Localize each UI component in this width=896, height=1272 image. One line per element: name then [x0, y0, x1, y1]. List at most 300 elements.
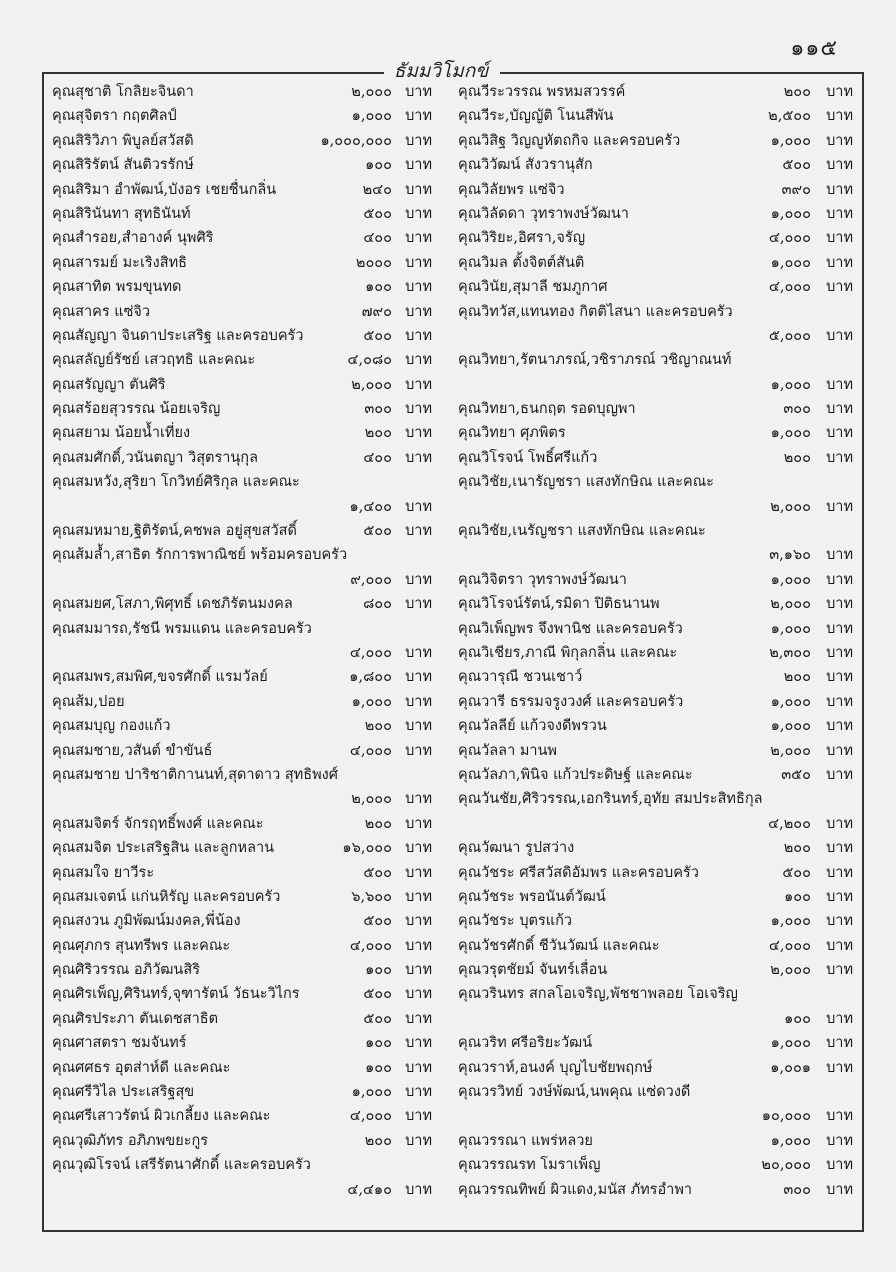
donor-name: คุณวัชระ ศรีสวัสดิอัมพร และครอบครัว — [458, 864, 699, 881]
currency-unit: บาท — [826, 571, 853, 588]
donation-amount: ๕๐๐ — [363, 523, 392, 540]
donation-amount: ๒,๐๐๐ — [770, 742, 811, 759]
currency-unit: บาท — [826, 449, 853, 466]
donation-amount: ๕๐๐ — [363, 986, 392, 1003]
currency-unit: บาท — [405, 644, 432, 661]
donor-row — [52, 421, 432, 445]
donor-name: คุณวิโรจน์รัตน์,รมิดา ปิติธนานพ — [458, 596, 660, 613]
currency-unit: บาท — [405, 449, 432, 466]
currency-unit: บาท — [826, 498, 853, 515]
currency-unit: บาท — [405, 962, 432, 979]
donor-row — [52, 836, 432, 860]
currency-unit: บาท — [826, 254, 853, 271]
donor-row — [458, 300, 853, 324]
donor-name: คุณวรรณทิพย์ ผิวแดง,มนัส ภัทรอำพา — [458, 1181, 693, 1198]
donor-row — [52, 153, 432, 177]
donor-name: คุณวิทยา ศุภพิตร — [458, 425, 566, 442]
donor-row — [52, 1153, 432, 1177]
donor-name: คุณวิโรจน์ โพธิ์ศรีแก้ว — [458, 449, 598, 466]
donor-row — [52, 178, 432, 202]
currency-unit: บาท — [405, 1132, 432, 1149]
donor-row — [52, 348, 432, 372]
donor-name: คุณวิวัฒน์ สังวรานุสัก — [458, 157, 593, 174]
donation-amount: ๕๐๐ — [363, 864, 392, 881]
currency-unit: บาท — [405, 230, 432, 247]
donor-row — [52, 592, 432, 616]
donation-amount: ๓๐๐ — [783, 401, 811, 418]
donation-amount: ๑,๐๐๐ — [770, 1035, 811, 1052]
donor-name: คุณศาสตรา ชมจันทร์ — [52, 1035, 187, 1052]
currency-unit: บาท — [405, 108, 432, 125]
donor-row — [52, 1178, 432, 1202]
donor-row — [52, 1080, 432, 1104]
donor-row — [52, 617, 432, 641]
frame-top-rule-left — [42, 72, 384, 74]
donor-row — [458, 1153, 853, 1177]
donation-amount: ๑,๐๐๐,๐๐๐ — [320, 132, 392, 149]
donor-name: คุณวุฒิโรจน์ เสรีรัตนาศักดิ์ และครอบครัว — [52, 1157, 311, 1174]
currency-unit: บาท — [826, 376, 853, 393]
donor-row — [52, 1129, 432, 1153]
donor-row — [52, 519, 432, 543]
currency-unit: บาท — [826, 132, 853, 149]
donor-name: คุณสมจิตร์ จักรฤทธิ์พงศ์ และคณะ — [52, 815, 264, 832]
donor-row — [52, 714, 432, 738]
donation-amount: ๒,๐๐๐ — [770, 596, 811, 613]
currency-unit: บาท — [405, 401, 432, 418]
currency-unit: บาท — [826, 742, 853, 759]
donor-row — [458, 275, 853, 299]
currency-unit: บาท — [826, 1035, 853, 1052]
donation-amount: ๑,๐๐๐ — [351, 693, 392, 710]
currency-unit: บาท — [405, 913, 432, 930]
donor-row — [458, 763, 853, 787]
donor-row — [458, 543, 853, 567]
donation-amount: ๓๙๐ — [781, 181, 811, 198]
donor-name: คุณวัลภา,พินิจ แก้วประดิษฐ์ และคณะ — [458, 766, 693, 783]
donation-amount: ๑๐๐ — [365, 279, 392, 296]
currency-unit: บาท — [826, 766, 853, 783]
currency-unit: บาท — [405, 1181, 432, 1198]
donation-amount: ๔,๐๐๐ — [768, 937, 811, 954]
donor-row — [52, 641, 432, 665]
currency-unit: บาท — [405, 1108, 432, 1125]
donor-row — [458, 1007, 853, 1031]
donor-name: คุณสมเจตน์ แก่นหิรัญ และครอบครัว — [52, 888, 281, 905]
donor-row — [52, 982, 432, 1006]
currency-unit: บาท — [405, 742, 432, 759]
currency-unit: บาท — [826, 840, 853, 857]
currency-unit: บาท — [826, 1010, 853, 1027]
currency-unit: บาท — [826, 157, 853, 174]
donor-row — [52, 446, 432, 470]
currency-unit: บาท — [826, 1132, 853, 1149]
donor-name: คุณสิรินันทา สุทธินันท์ — [52, 205, 191, 222]
donor-name: คุณวัชรศักดิ์ ชีวันวัฒน์ และคณะ — [458, 937, 660, 954]
donor-list-left — [52, 80, 432, 1202]
currency-unit: บาท — [826, 1108, 853, 1125]
donor-name: คุณวิสิฐ วิญญูหัตถกิจ และครอบครัว — [458, 132, 681, 149]
donor-name: คุณสุชาติ โกลิยะจินดา — [52, 84, 194, 100]
currency-unit: บาท — [826, 1059, 853, 1076]
donor-row — [458, 519, 853, 543]
donor-row — [458, 104, 853, 128]
currency-unit: บาท — [405, 132, 432, 149]
donor-name: คุณสมชาย,วสันต์ ขำขันธ์ — [52, 742, 213, 759]
donor-row — [458, 80, 853, 104]
donor-row — [52, 129, 432, 153]
currency-unit: บาท — [405, 376, 432, 393]
donor-row — [458, 592, 853, 616]
donor-row — [458, 714, 853, 738]
donation-amount: ๘๐๐ — [363, 596, 392, 613]
donation-amount: ๔,๐๐๐ — [349, 1108, 392, 1125]
donation-amount: ๓๐๐ — [783, 1181, 811, 1198]
donor-name: คุณวัชระ บุตรแก้ว — [458, 913, 572, 930]
donation-amount: ๔,๐๐๐ — [349, 937, 392, 954]
donor-row — [52, 202, 432, 226]
donor-name: คุณสมบุญ กองแก้ว — [52, 718, 171, 735]
currency-unit: บาท — [826, 620, 853, 637]
donation-amount: ๑๐๐ — [784, 1010, 811, 1027]
donor-row — [458, 885, 853, 909]
donor-row — [458, 421, 853, 445]
donor-name: คุณวุฒิภัทร อภิภพขยะกูร — [52, 1132, 209, 1149]
donation-amount: ๑,๐๐๐ — [770, 913, 811, 930]
donation-amount: ๑๐๐ — [365, 962, 392, 979]
donation-amount: ๒,๕๐๐ — [768, 108, 811, 125]
donor-name: คุณศิรประภา ตันเดชสาธิต — [52, 1010, 219, 1027]
donor-row — [52, 324, 432, 348]
currency-unit: บาท — [405, 523, 432, 540]
donor-row — [458, 1129, 853, 1153]
donor-row — [52, 470, 432, 494]
donation-amount: ๔,๐๐๐ — [768, 230, 811, 247]
currency-unit: บาท — [826, 279, 853, 296]
currency-unit: บาท — [826, 913, 853, 930]
donor-row — [458, 1178, 853, 1202]
currency-unit: บาท — [826, 108, 853, 125]
currency-unit: บาท — [826, 230, 853, 247]
donation-amount: ๑๐๐ — [365, 1059, 392, 1076]
donor-name: คุณสัญญา จินดาประเสริฐ และครอบครัว — [52, 327, 304, 344]
frame-top-rule-right — [500, 72, 862, 74]
donor-row — [52, 543, 432, 567]
donor-name: คุณศุภกร สุนทรีพร และคณะ — [52, 937, 231, 954]
donation-amount: ๒๐๐ — [364, 815, 392, 832]
donation-amount: ๔,๒๐๐ — [768, 815, 811, 832]
currency-unit: บาท — [405, 303, 432, 320]
donation-amount: ๒๐๐ — [783, 449, 811, 466]
donor-name: คุณวารี ธรรมจรูงวงศ์ และครอบครัว — [458, 693, 684, 710]
donation-amount: ๕๐๐ — [782, 864, 811, 881]
donor-name: คุณวิลัยพร แซ่จิว — [458, 181, 565, 198]
currency-unit: บาท — [826, 669, 853, 686]
page-number: ๑๑๕ — [790, 36, 838, 61]
donor-name: คุณวิจิตรา วุทราพงษ์วัฒนา — [458, 571, 627, 588]
donor-name: คุณสมหมาย,ฐิติรัตน์,คชพล อยู่สุขสวัสดิ์ — [52, 523, 297, 540]
donor-row — [52, 397, 432, 421]
donation-amount: ๑,๘๐๐ — [349, 669, 392, 686]
donor-name: คุณวิชัย,เนรัญชรา แสงทักษิณ และคณะ — [458, 523, 706, 540]
donor-name: คุณส้มล้ำ,สาธิต รักการพาณิชย์ พร้อมครอบครัว — [52, 547, 348, 564]
donor-row — [52, 787, 432, 811]
currency-unit: บาท — [405, 840, 432, 857]
donor-name: คุณส้ม,ปอย — [52, 693, 125, 710]
donor-name: คุณวรรณรท โมราเพ็ญ — [458, 1157, 601, 1174]
donation-amount: ๓,๑๖๐ — [769, 547, 811, 564]
donation-amount: ๑๐๐ — [365, 157, 392, 174]
donor-row — [458, 982, 853, 1006]
donation-amount: ๑๐๐ — [365, 1035, 392, 1052]
donation-amount: ๒๐๐ — [783, 669, 811, 686]
currency-unit: บาท — [405, 1059, 432, 1076]
currency-unit: บาท — [405, 1084, 432, 1101]
donation-amount: ๑,๐๐๐ — [770, 1132, 811, 1149]
donor-row — [52, 373, 432, 397]
donor-row — [458, 129, 853, 153]
donation-amount: ๑,๐๐๐ — [770, 425, 811, 442]
donor-name: คุณวัชระ พรอนันต์วัฒน์ — [458, 888, 606, 905]
donation-amount: ๓๕๐ — [781, 766, 811, 783]
donation-amount: ๒๐,๐๐๐ — [761, 1157, 811, 1174]
currency-unit: บาท — [405, 986, 432, 1003]
currency-unit: บาท — [405, 1010, 432, 1027]
donation-amount: ๙,๐๐๐ — [350, 571, 392, 588]
donor-name: คุณศศธร อุตส่าห์ดี และคณะ — [52, 1059, 231, 1076]
donor-name: คุณวันชัย,ศิริวรรณ,เอกรินทร์,อุทัย สมประสิทธิกุล — [458, 791, 763, 808]
donor-row — [458, 617, 853, 641]
donation-amount: ๑,๐๐๐ — [770, 718, 811, 735]
donor-name: คุณวรุตชัยม์ จันทร์เลื่อน — [458, 962, 608, 979]
donor-name: คุณวัลลีย์ แก้วจงดีพรวน — [458, 718, 607, 735]
donor-list-right — [458, 80, 853, 1202]
currency-unit: บาท — [405, 1035, 432, 1052]
donor-row — [458, 470, 853, 494]
donor-name: คุณวิเพ็ญพร จึงพานิช และครอบครัว — [458, 620, 683, 637]
currency-unit: บาท — [826, 596, 853, 613]
currency-unit: บาท — [826, 962, 853, 979]
donor-name: คุณวรินทร สกลโอเจริญ,พัชชาพลอย โอเจริญ — [458, 986, 738, 1003]
donor-row — [458, 202, 853, 226]
donor-name: คุณวิทยา,ธนกฤต รอดบุญพา — [458, 401, 636, 418]
donor-name: คุณวัลลา มานพ — [458, 742, 557, 759]
currency-unit: บาท — [405, 181, 432, 198]
donor-row — [458, 958, 853, 982]
donor-name: คุณวิริยะ,อิศรา,จรัญ — [458, 230, 586, 247]
currency-unit: บาท — [405, 693, 432, 710]
currency-unit: บาท — [405, 596, 432, 613]
donation-amount: ๕๐๐ — [363, 913, 392, 930]
currency-unit: บาท — [405, 571, 432, 588]
currency-unit: บาท — [405, 498, 432, 515]
donation-amount: ๓๐๐ — [364, 401, 392, 418]
currency-unit: บาท — [405, 815, 432, 832]
donor-name: คุณสิริรัตน์ สันติวรรักษ์ — [52, 157, 194, 174]
donation-amount: ๑,๐๐๐ — [770, 620, 811, 637]
donor-name: คุณสมศักดิ์,วนันตญา วิสุตรานุกุล — [52, 449, 258, 466]
donor-row — [458, 641, 853, 665]
currency-unit: บาท — [405, 327, 432, 344]
donor-row — [52, 763, 432, 787]
currency-unit: บาท — [826, 84, 853, 100]
donor-name: คุณวิลัดดา วุทราพงษ์วัฒนา — [458, 205, 629, 222]
donor-row — [52, 665, 432, 689]
donor-name: คุณศรีเสาวรัตน์ ผิวเกลี้ยง และคณะ — [52, 1108, 271, 1125]
donor-name: คุณสงวน ภูมิพัฒน์มงคล,พี่น้อง — [52, 913, 241, 930]
donor-name: คุณวิทวัส,แทนทอง กิตติไสนา และครอบครัว — [458, 303, 733, 320]
donor-name: คุณวารุณี ชวนเชาว์ — [458, 669, 583, 686]
donor-row — [458, 1031, 853, 1055]
currency-unit: บาท — [405, 254, 432, 271]
donor-name: คุณวิมล ตั้งจิตต์สันติ — [458, 254, 585, 271]
currency-unit: บาท — [405, 791, 432, 808]
donor-name: คุณวริท ศรีอริยะวัฒน์ — [458, 1035, 593, 1052]
donor-row — [52, 1031, 432, 1055]
donor-row — [52, 495, 432, 519]
donor-row — [458, 226, 853, 250]
donor-row — [52, 861, 432, 885]
donor-name: คุณวัฒนา รูปสว่าง — [458, 840, 575, 857]
donation-amount: ๑,๐๐๐ — [770, 132, 811, 149]
donor-name: คุณศรีวิไล ประเสริฐสุข — [52, 1084, 195, 1101]
donation-amount: ๒๐๐ — [364, 718, 392, 735]
donor-name: คุณวรรณา แพร่หลวย — [458, 1132, 593, 1149]
currency-unit: บาท — [826, 425, 853, 442]
currency-unit: บาท — [405, 425, 432, 442]
donor-name: คุณสมใจ ยาวีระ — [52, 864, 155, 881]
currency-unit: บาท — [405, 84, 432, 100]
donor-row — [458, 324, 853, 348]
donor-name: คุณวินัย,สุมาลี ชมภูกาศ — [458, 279, 608, 296]
donor-name: คุณวราห์,อนงค์ บุญไบชัยพฤกษ์ — [458, 1059, 653, 1076]
donor-name: คุณสมหวัง,สุริยา โกวิทย์ศิริกุล และคณะ — [52, 474, 300, 491]
donor-row — [52, 251, 432, 275]
donation-amount: ๔๐๐ — [363, 449, 392, 466]
donor-row — [458, 348, 853, 372]
currency-unit: บาท — [405, 937, 432, 954]
donor-name: คุณสุจิตรา กฤตศิลป์ — [52, 108, 177, 125]
donor-row — [458, 495, 853, 519]
currency-unit: บาท — [405, 157, 432, 174]
donor-row — [458, 665, 853, 689]
donor-row — [458, 909, 853, 933]
donation-amount: ๔,๐๐๐ — [349, 644, 392, 661]
donor-row — [458, 153, 853, 177]
donor-name: คุณสมยศ,โสภา,พิศุทธิ์ เดชภิรัตนมงคล — [52, 596, 293, 613]
donor-row — [458, 397, 853, 421]
donation-amount: ๒,๐๐๐ — [770, 498, 811, 515]
donor-name: คุณสมชาย ปาริชาติกานนท์,สุดาดาว สุทธิพงศ์ — [52, 766, 338, 783]
donor-row — [458, 690, 853, 714]
donor-row — [52, 739, 432, 763]
currency-unit: บาท — [826, 401, 853, 418]
donor-row — [458, 446, 853, 470]
donor-row — [52, 1104, 432, 1128]
donor-row — [458, 787, 853, 811]
donor-row — [458, 861, 853, 885]
donor-row — [458, 251, 853, 275]
donation-amount: ๑,๐๐๐ — [770, 376, 811, 393]
donor-row — [52, 934, 432, 958]
donation-amount: ๔๐๐ — [363, 230, 392, 247]
donor-row — [52, 275, 432, 299]
donation-amount: ๕๐๐ — [363, 1010, 392, 1027]
donation-amount: ๖,๖๐๐ — [351, 888, 392, 905]
donor-row — [52, 958, 432, 982]
donor-name: คุณสรัญญา ตันศิริ — [52, 376, 166, 393]
donation-amount: ๕๐๐ — [782, 157, 811, 174]
donation-amount: ๑,๐๐๑ — [770, 1059, 811, 1076]
donor-name: คุณสิริวิภา พิบูลย์สวัสดิ — [52, 132, 194, 149]
donation-amount: ๕๐๐ — [363, 205, 392, 222]
donation-amount: ๔,๐๐๐ — [349, 742, 392, 759]
currency-unit: บาท — [405, 205, 432, 222]
currency-unit: บาท — [826, 718, 853, 735]
currency-unit: บาท — [405, 669, 432, 686]
donor-row — [458, 1056, 853, 1080]
donation-amount: ๒๐๐ — [783, 84, 811, 100]
donor-row — [458, 739, 853, 763]
donation-amount: ๑๖,๐๐๐ — [342, 840, 392, 857]
donor-row — [52, 690, 432, 714]
donor-row — [52, 300, 432, 324]
donor-name: คุณสารมย์ มะเริงสิทธิ — [52, 254, 188, 271]
currency-unit: บาท — [405, 279, 432, 296]
donation-amount: ๒,๐๐๐ — [351, 376, 392, 393]
currency-unit: บาท — [826, 205, 853, 222]
donation-amount: ๑,๐๐๐ — [770, 254, 811, 271]
donor-row — [52, 568, 432, 592]
donor-name: คุณวิชัย,เนารัญชรา แสงทักษิณ และคณะ — [458, 474, 714, 491]
currency-unit: บาท — [826, 327, 853, 344]
donation-amount: ๔,๐๐๐ — [768, 279, 811, 296]
donation-amount: ๑,๐๐๐ — [351, 108, 392, 125]
currency-unit: บาท — [826, 864, 853, 881]
donor-row — [458, 836, 853, 860]
donor-row — [458, 812, 853, 836]
donor-name: คุณสยาม น้อยน้ำเที่ยง — [52, 425, 191, 442]
donor-name: คุณสาคร แซ่จิว — [52, 303, 151, 320]
donor-row — [52, 812, 432, 836]
donor-row — [458, 178, 853, 202]
donation-amount: ๑,๐๐๐ — [351, 1084, 392, 1101]
currency-unit: บาท — [826, 181, 853, 198]
donor-name: คุณวิทยา,รัตนาภรณ์,วชิราภรณ์ วชิญาณนท์ — [458, 352, 732, 369]
currency-unit: บาท — [826, 1181, 853, 1198]
currency-unit: บาท — [405, 352, 432, 369]
donor-name: คุณสำรอย,สำอางค์ นุพศิริ — [52, 230, 214, 247]
donor-name: คุณวีระวรรณ พรหมสวรรค์ — [458, 84, 626, 100]
donation-amount: ๑๐๐ — [784, 888, 811, 905]
donation-amount: ๒,๐๐๐ — [351, 84, 392, 100]
currency-unit: บาท — [826, 1157, 853, 1174]
donation-amount: ๒๐๐๐ — [355, 254, 392, 271]
donor-name: คุณศิริวรรณ อภิวัฒนสิริ — [52, 962, 200, 979]
donor-row — [52, 1056, 432, 1080]
currency-unit: บาท — [405, 718, 432, 735]
donor-row — [52, 80, 432, 104]
donor-name: คุณสมมารถ,รัชนี พรมแดน และครอบครัว — [52, 620, 312, 637]
donor-row — [458, 373, 853, 397]
donation-amount: ๔,๐๘๐ — [347, 352, 392, 369]
donation-amount: ๕,๐๐๐ — [768, 327, 811, 344]
donation-amount: ๑,๐๐๐ — [770, 571, 811, 588]
donation-amount: ๑,๐๐๐ — [770, 205, 811, 222]
donation-amount: ๒๐๐ — [364, 1132, 392, 1149]
currency-unit: บาท — [826, 547, 853, 564]
donation-amount: ๔,๔๑๐ — [347, 1181, 392, 1198]
